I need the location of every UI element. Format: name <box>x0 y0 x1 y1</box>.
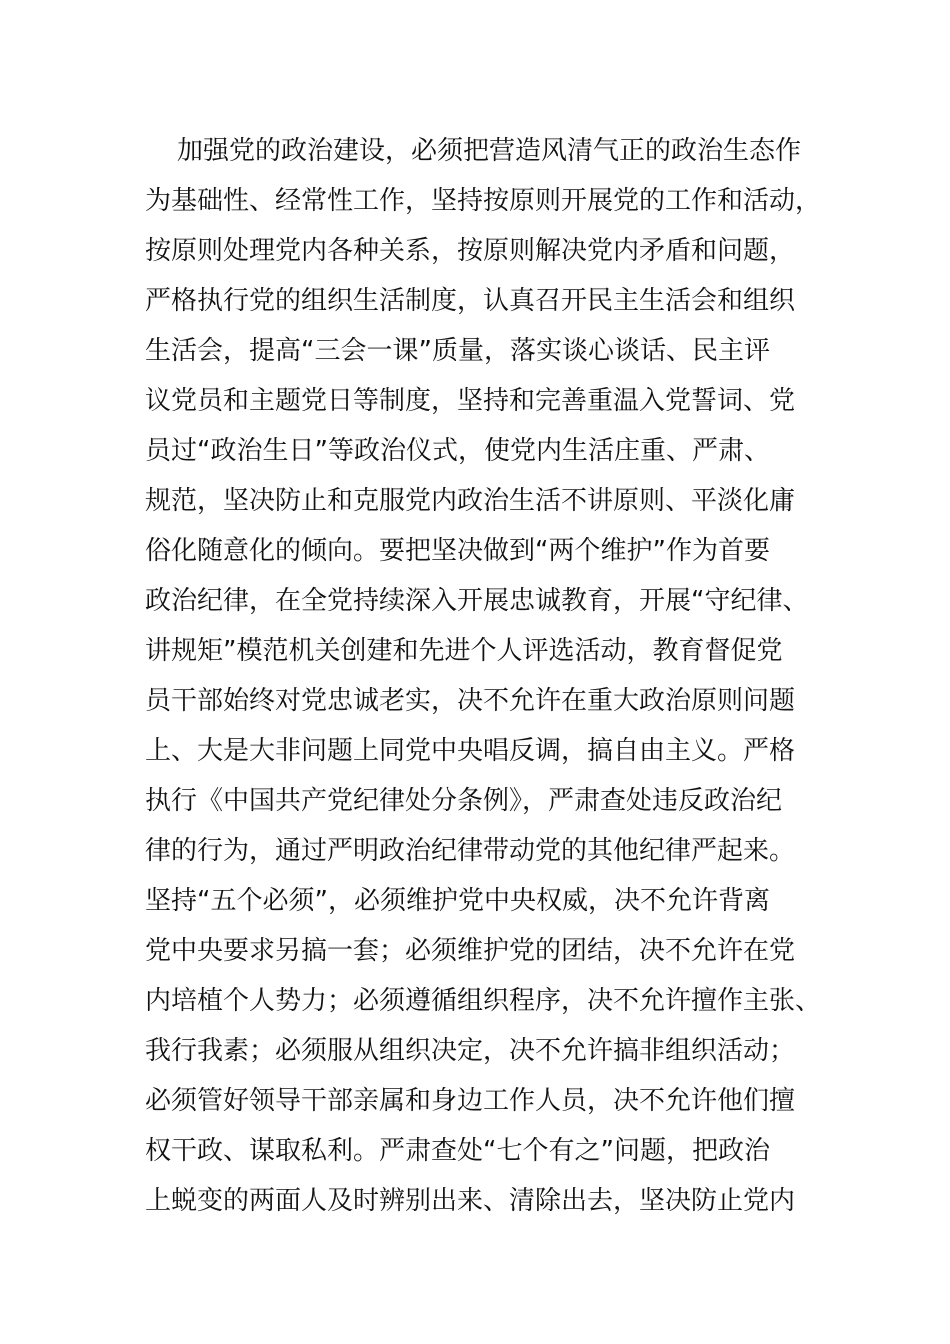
text-line: 俗化随意化的倾向。要把坚决做到“两个维护”作为首要 <box>145 536 770 566</box>
text-line: 严格执行党的组织生活制度，认真召开民主生活会和组织 <box>145 286 796 316</box>
text-line: 上、大是大非问题上同党中央唱反调，搞自由主义。严格 <box>145 736 796 766</box>
text-line: 上蜕变的两面人及时辨别出来、清除出去，坚决防止党内 <box>145 1186 796 1216</box>
text-line: 生活会，提高“三会一课”质量，落实谈心谈话、民主评 <box>145 336 770 366</box>
text-line: 必须管好领导干部亲属和身边工作人员，决不允许他们擅 <box>145 1086 796 1116</box>
text-line: 我行我素；必须服从组织决定，决不允许搞非组织活动； <box>145 1036 796 1066</box>
text-line: 党中央要求另搞一套；必须维护党的团结，决不允许在党 <box>145 936 796 966</box>
text-line: 坚持“五个必须”，必须维护党中央权威，决不允许背离 <box>145 886 770 916</box>
text-line: 议党员和主题党日等制度，坚持和完善重温入党誓词、党 <box>145 386 796 416</box>
text-line: 内培植个人势力；必须遵循组织程序，决不允许擅作主张、 <box>145 986 822 1016</box>
text-line: 员干部始终对党忠诚老实，决不允许在重大政治原则问题 <box>145 686 796 716</box>
text-line: 为基础性、经常性工作，坚持按原则开展党的工作和活动， <box>145 186 822 216</box>
text-line: 加强党的政治建设，必须把营造风清气正的政治生态作 <box>177 136 802 166</box>
text-line: 执行《中国共产党纪律处分条例》，严肃查处违反政治纪 <box>145 786 783 816</box>
body-paragraph <box>145 126 822 1226</box>
text-line: 权干政、谋取私利。严肃查处“七个有之”问题，把政治 <box>145 1136 770 1166</box>
text-line: 政治纪律，在全党持续深入开展忠诚教育，开展“守纪律、 <box>145 586 809 616</box>
text-line: 员过“政治生日”等政治仪式，使党内生活庄重、严肃、 <box>145 436 770 466</box>
text-line: 讲规矩”模范机关创建和先进个人评选活动，教育督促党 <box>145 636 783 666</box>
text-line: 规范，坚决防止和克服党内政治生活不讲原则、平淡化庸 <box>145 486 796 516</box>
text-line: 按原则处理党内各种关系，按原则解决党内矛盾和问题， <box>145 236 796 266</box>
text-line: 律的行为，通过严明政治纪律带动党的其他纪律严起来。 <box>145 836 796 866</box>
